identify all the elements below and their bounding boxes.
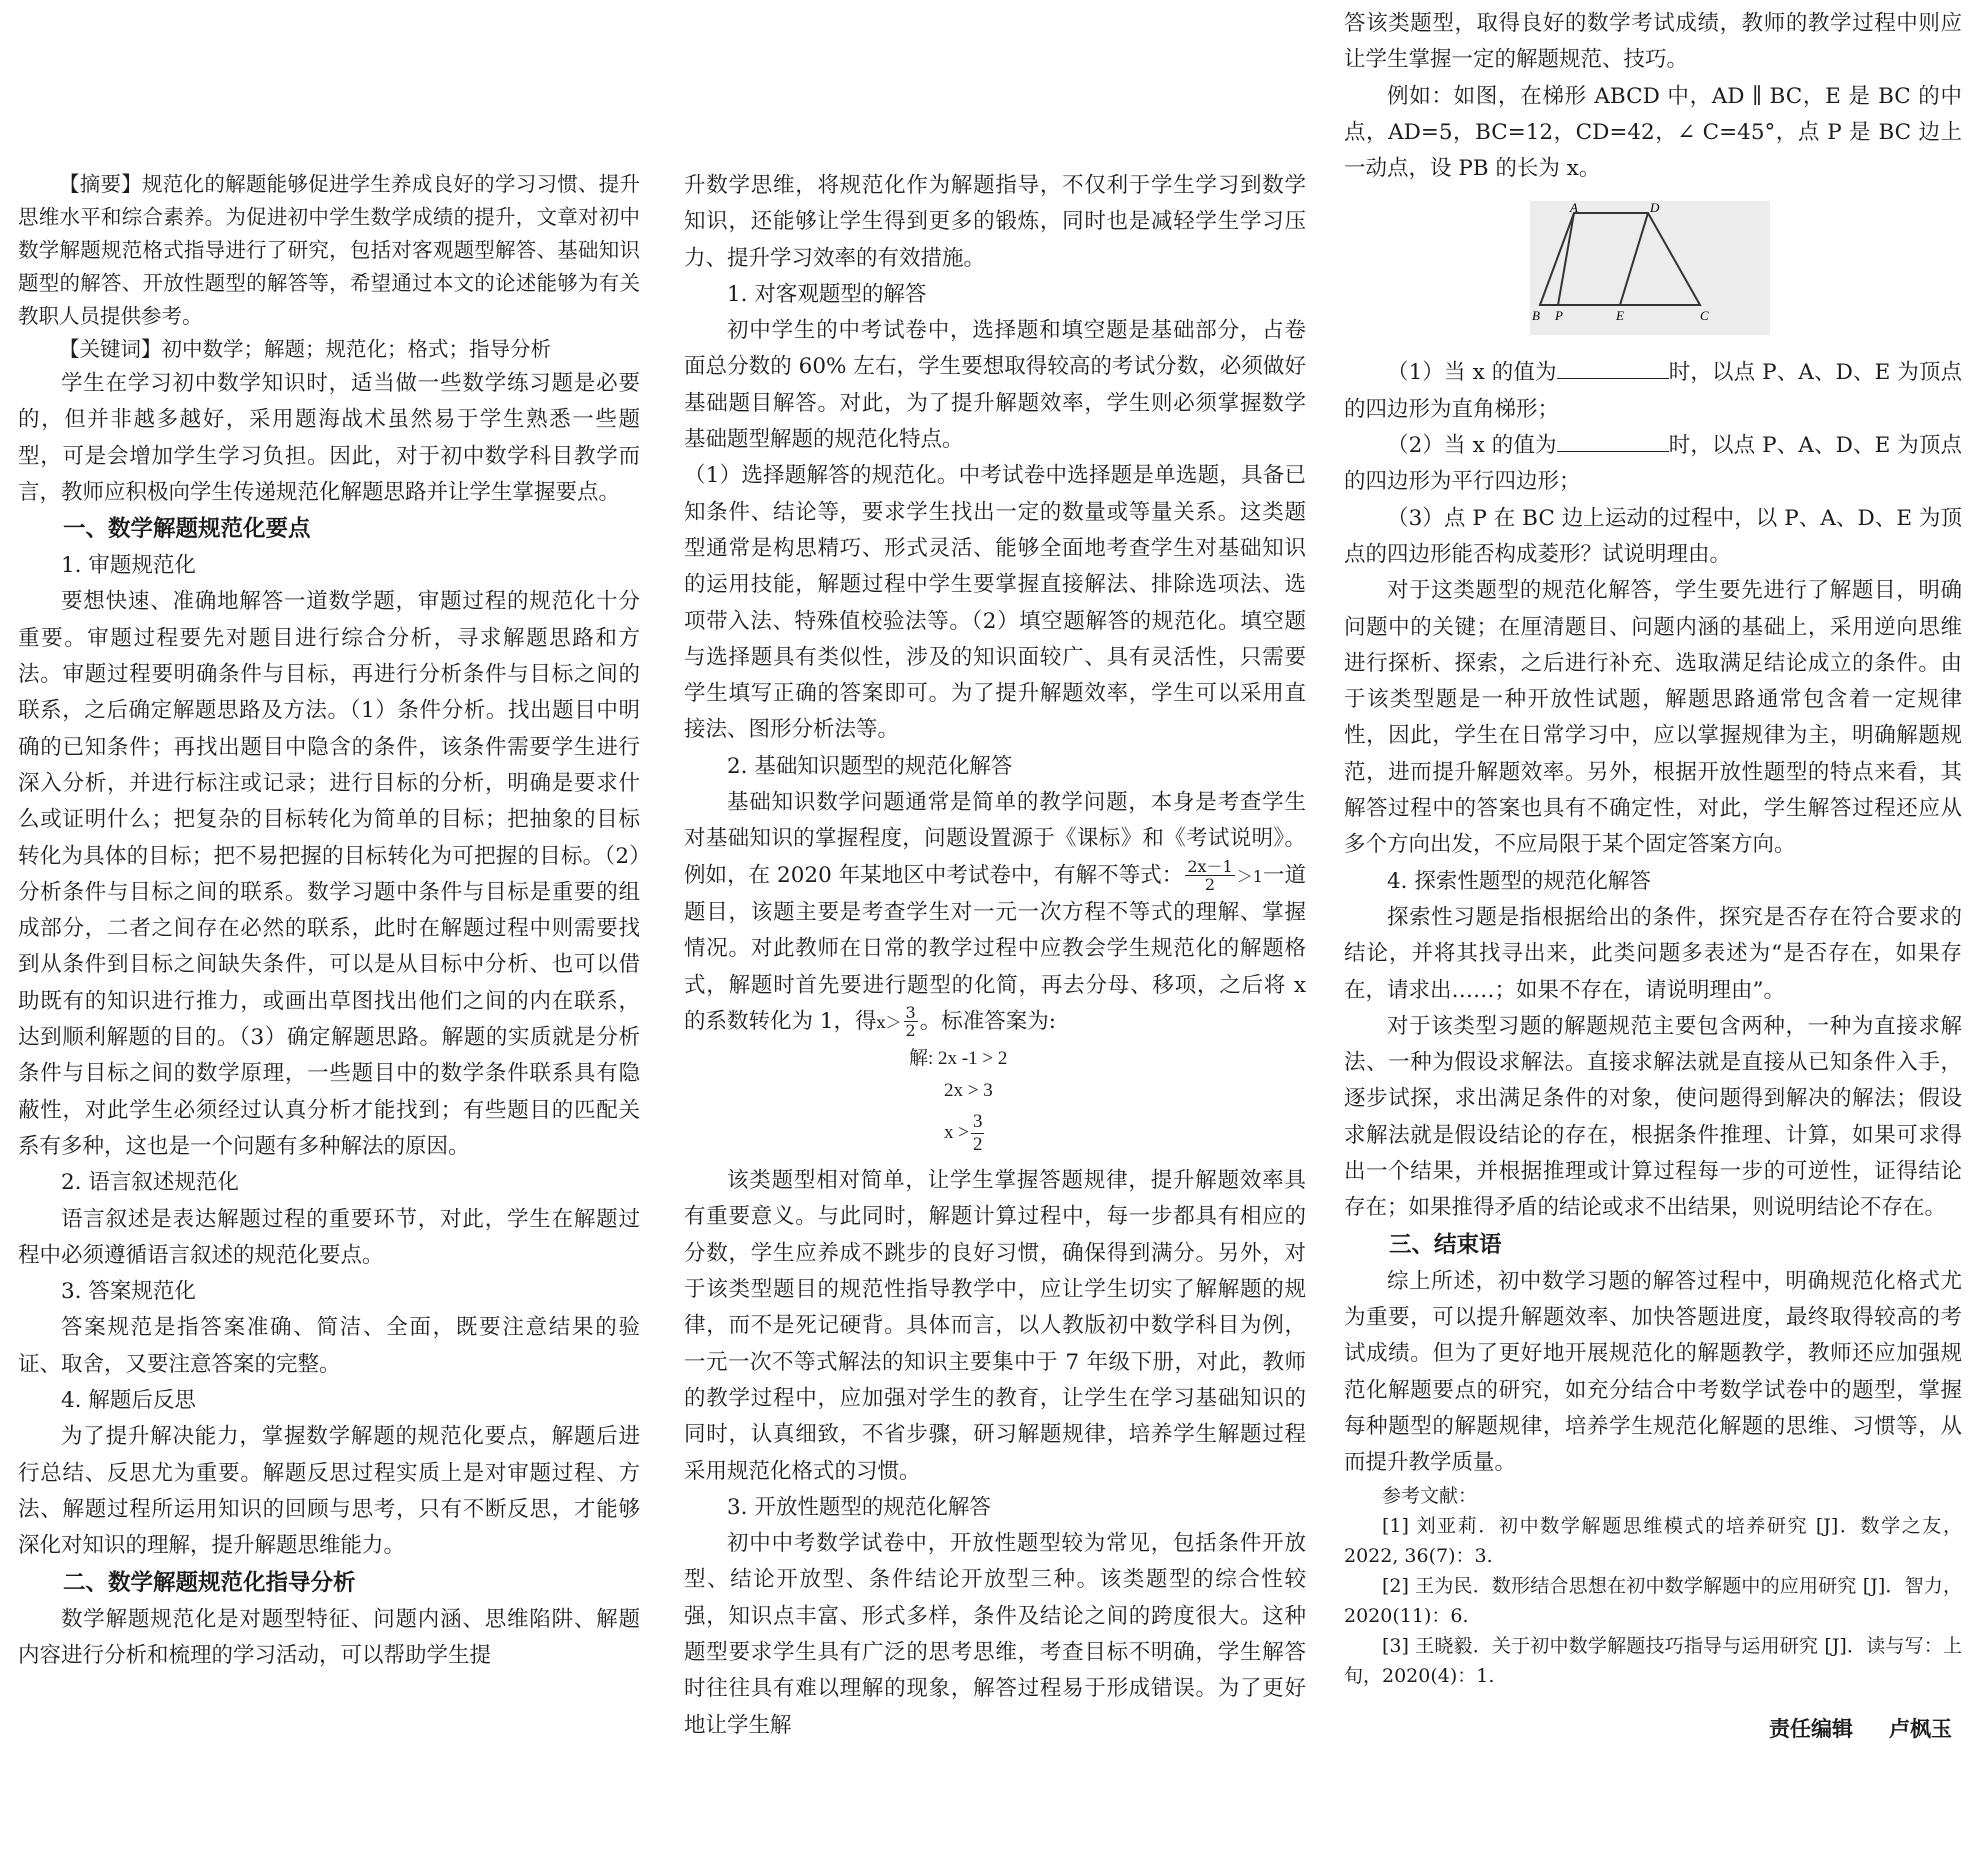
conclusion-paragraph: 综上所述，初中数学习题的解答过程中，明确规范化格式尤为重要，可以提升解题效率、加快答题进度，最终取得较高的考试成绩。但为了更好地开展规范化的解题教学，教师还应加强规范化解题要点的研究，如充分结合中考数学试卷中的题型，掌握每种题型的解题规律，培养学生规范化解题的思维、习惯等，从而提升教学质量。 (1344, 1268, 1962, 1476)
explore-paragraph-2: 对于该类型习题的解题规范主要包含两种，一种为直接求解法、一种为假设求解法。直接求解法就是直接从已知条件入手，逐步试探，求出满足条件的对象，使问题得到解决的解法；假设求解法就是假设结论的存在，根据条件推理、计算，如果可求得出一个结果，并根据推理或计算过程每一步的可逆性，证得结论存在；如果推得矛盾的结论或求不出结果，则说明结论不存在。 (1344, 1013, 1962, 1221)
subsection-explore-title: 4. 探索性题型的规范化解答 (1387, 868, 1651, 894)
answer-blank-2 (1557, 431, 1669, 452)
objective-paragraph-2: （1）选择题解答的规范化。中考试卷中选择题是单选题，具备已知条件、结论等，要求学生找出一定的数量或等量关系。这类题型通常是构思精巧、形式灵活、能够全面地考查学生对基础知识的运用技能，解题过程中学生要掌握直接解法、排除选项法、选项带入法、特殊值校验法等。（2）填空题解答的规范化。填空题与选择题具有类似性，涉及的知识面较广、具有灵活性，只需要学生填写正确的答案即可。为了提升解题效率，学生可以采用直接法、图形分析法等。 (684, 463, 1306, 743)
result-lhs: x＞ (876, 1012, 902, 1032)
continued-paragraph-3: 答该类题型，取得良好的数学考试成绩，教师的教学过程中则应让学生掌握一定的解题规范、技巧。 (1344, 11, 1962, 73)
label-b: B (1532, 308, 1540, 324)
question-1 (1344, 355, 1962, 428)
open-analysis-paragraph: 对于这类题型的规范化解答，学生要先进行了解题目，明确问题中的关键；在厘清题目、问题内涵的基础上，采用逆向思维进行探析、探索，之后进行补充、选取满足结论成立的条件。由于该类型题是一种开放性试题，解题思路通常包含着一定规律性，因此，学生在日常学习中，应以掌握规律为主，明确解题规范，进而提升解题效率。另外，根据开放性题型的特点来看，其解答过程中的答案也具有不确定性，对此，学生解答过程还应从多个方向出发，不应局限于某个固定答案方向。 (1344, 578, 1962, 858)
objective-paragraph-1: 初中学生的中考试卷中，选择题和填空题是基础部分，占卷面总分数的 60% 左右，学生要想取得较高的考试分数，必须做好基础题目解答。对此，为了提升解题效率，学生则必须掌握数学基础题型解题的规范化特点。 (684, 318, 1306, 453)
editor-label: 责任编辑 (1769, 1717, 1853, 1742)
column-3 (1344, 6, 1962, 1743)
column-2 (684, 168, 1306, 1744)
basic-text-c: 。标准答案为: (919, 1008, 1056, 1034)
reference-2: [2] 王为民．数形结合思想在初中数学解题中的应用研究 [J]．智力，2020(11)：6. (1344, 1575, 1962, 1628)
result-numerator: 3 (905, 1003, 916, 1023)
subsection-open-title: 3. 开放性题型的规范化解答 (727, 1494, 991, 1520)
question-2 (1344, 428, 1962, 501)
inequality-denominator: 2 (1204, 875, 1216, 895)
label-d: D (1650, 201, 1660, 216)
reference-3: [3] 王晓毅．关于初中数学解题技巧指导与运用研究 [J]．读与写：上旬，2020(4)：1. (1344, 1635, 1962, 1688)
answer-blank-1 (1557, 358, 1669, 379)
solution-fraction (971, 1111, 985, 1156)
trapezoid-figure (1530, 201, 1770, 335)
solution-line-1: 解: 2x -1 > 2 (909, 1048, 1008, 1070)
explore-paragraph-1: 探索性习题是指根据给出的条件，探究是否存在符合要求的结论，并将其找寻出来，此类问题多表述为“是否存在，如果存在，请求出……；如果不存在，请说明理由”。 (1344, 904, 1962, 1003)
solution-line-3-lhs: x > (944, 1122, 969, 1144)
references (1344, 1481, 1962, 1691)
inequality-relation: ＞1 (1236, 866, 1263, 886)
editor-name: 卢枫玉 (1889, 1717, 1952, 1742)
subsection-1-text: 要想快速、准确地解答一道数学题，审题过程的规范化十分重要。审题过程要先对题目进行综合分析，寻求解题思路和方法。审题过程要明确条件与目标，再进行分析条件与目标之间的联系，之后确定解题思路及方法。（1）条件分析。找出题目中明确的已知条件；再找出题目中隐含的条件，该条件需要学生进行深入分析，并进行标注或记录；进行目标的分析，明确是要求什么或证明什么；把复杂的目标转化为简单的目标；把抽象的目标转化为具体的目标；把不易把握的目标转化为可把握的目标。（2）分析条件与目标之间的联系。数学习题中条件与目标是重要的组成部分，二者之间存在必然的联系，此时在解题过程中则需要找到从条件到目标之间缺失条件，可以是从目标中分析、也可以借助既有的知识进行推力，或画出草图找出他们之间的内在联系，达到顺利解题的目的。（3）确定解题思路。解题的实质就是分析条件与目标之间的数学原理，一些题目中的数学条件联系具有隐蔽性，对此学生必须经过认真分析才能找到；有些题目的匹配关系有多种，这也是一个问题有多种解法的原因。 (18, 589, 640, 1159)
example-paragraph: 例如：如图，在梯形 ABCD 中，AD ∥ BC，E 是 BC 的中点，AD=5，BC=12，CD=42，∠ C=45°，点 P 是 BC 边上一动点，设 PB 的长为 x。 (1344, 83, 1962, 182)
solution-block (684, 1043, 1306, 1159)
label-c: C (1700, 308, 1709, 324)
label-e: E (1616, 308, 1624, 324)
references-heading: 参考文献： (1382, 1485, 1478, 1508)
question-1-part-b: 时，以点 P、A、D、E 为顶点的四边形为直角梯形； (1344, 360, 1962, 422)
continued-paragraph: 升数学思维，将规范化作为解题指导，不仅利于学生学习到数学知识，还能够让学生得到更多的锻炼，同时也是减轻学生学习压力、提升学习效率的有效措施。 (684, 173, 1306, 271)
label-p: P (1555, 308, 1563, 324)
solution-line-2: 2x > 3 (944, 1080, 993, 1102)
result-denominator: 2 (905, 1021, 916, 1041)
editor-credit (1344, 1713, 1962, 1743)
solution-numerator: 3 (972, 1110, 983, 1132)
subsection-4-title: 4. 解题后反思 (61, 1388, 196, 1414)
inequality-numerator: 2x－1 (1187, 857, 1233, 877)
abstract: 【摘要】规范化的解题能够促进学生养成良好的学习习惯、提升思维水平和综合素养。为促进初中学生数学成绩的提升，文章对初中数学解题规范格式指导进行了研究，包括对客观题型解答、基础知识题型的解答、开放性题型的解答等，希望通过本文的论述能够为有关教职人员提供参考。 (18, 172, 640, 328)
basic-text-a: 基础知识数学问题通常是简单的教学问题，本身是考查学生对基础知识的掌握程度，问题设置源于《课标》和《考试说明》。例如，在 2020 年某地区中考试卷中，有解不等式： (684, 790, 1306, 888)
section-3-heading: 三、结束语 (1389, 1231, 1502, 1258)
solution-denominator: 2 (972, 1133, 983, 1155)
label-a: A (1570, 201, 1578, 216)
section-2-text: 数学解题规范化是对题型特征、问题内涵、思维陷阱、解题内容进行分析和梳理的学习活动，可以帮助学生提 (18, 1606, 640, 1668)
result-fraction (904, 1004, 918, 1039)
section-2-heading: 二、数学解题规范化指导分析 (63, 1569, 356, 1596)
question-2-part-a: （2）当 x 的值为 (1387, 433, 1557, 459)
reference-1: [1] 刘亚莉．初中数学解题思维模式的培养研究 [J]．数学之友，2022, 36(7)：3. (1344, 1515, 1962, 1568)
subsection-2-title: 2. 语言叙述规范化 (61, 1170, 239, 1196)
open-paragraph: 初中中考数学试卷中，开放性题型较为常见，包括条件开放型、结论开放型、条件结论开放型三种。该类题型的综合性较强，知识点丰富、形式多样，条件及结论之间的跨度很大。这种题型要求学生具有广泛的思考思维，考查目标不明确，学生解答时往往具有难以理解的现象，解答过程易于形成错误。为了更好地让学生解 (684, 1531, 1306, 1738)
basic-text-b: 一道题目，该题主要是考查学生对一元一次方程不等式的理解、掌握情况。对此教师在日常的教学过程中应教会学生规范化的解题格式，解题时首先要进行题型的化简，再去分母、移项，之后将 x 的系数转化为 1，得 (684, 862, 1306, 1034)
question-3: （3）点 P 在 BC 边上运动的过程中，以 P、A、D、E 为顶点的四边形能否构成菱形？试说明理由。 (1344, 505, 1962, 567)
question-2-part-b: 时，以点 P、A、D、E 为顶点的四边形为平行四边形； (1344, 433, 1962, 495)
figure-background (1530, 201, 1770, 335)
subsection-2-text: 语言叙述是表达解题过程的重要环节，对此，学生在解题过程中必须遵循语言叙述的规范化要点。 (18, 1206, 640, 1268)
solution-line-3 (684, 1107, 1306, 1159)
subsection-objective-title: 1. 对客观题型的解答 (727, 281, 927, 307)
question-1-part-a: （1）当 x 的值为 (1387, 360, 1557, 386)
keywords: 【关键词】初中数学；解题；规范化；格式；指导分析 (59, 337, 551, 361)
subsection-3-title: 3. 答案规范化 (61, 1279, 196, 1305)
subsection-4-text: 为了提升解决能力，掌握数学解题的规范化要点，解题后进行总结、反思尤为重要。解题反思过程实质上是对审题过程、方法、解题过程所运用知识的回顾与思考，只有不断反思，才能够深化对知识的理解，提升解题思维能力。 (18, 1424, 640, 1559)
subsection-3-text: 答案规范是指答案准确、简洁、全面，既要注意结果的验证、取舍，又要注意答案的完整。 (18, 1315, 640, 1377)
section-1-heading: 一、数学解题规范化要点 (63, 516, 311, 543)
basic-paragraph (684, 785, 1306, 1041)
subsection-1-title: 1. 审题规范化 (61, 553, 196, 579)
inequality-fraction (1185, 858, 1234, 893)
intro-paragraph: 学生在学习初中数学知识时，适当做一些数学练习题是必要的，但并非越多越好，采用题海战术虽然易于学生熟悉一些题型，可是会增加学生学习负担。因此，对于初中数学科目教学而言，教师应积极向学生传递规范化解题思路并让学生掌握要点。 (18, 371, 640, 505)
subsection-basic-title: 2. 基础知识题型的规范化解答 (727, 753, 1013, 779)
basic-paragraph-2: 该类题型相对简单，让学生掌握答题规律，提升解题效率具有重要意义。与此同时，解题计算过程中，每一步都具有相应的分数，学生应养成不跳步的良好习惯，确保得到满分。另外，对于该类型题目的规范性指导教学中，应让学生切实了解解题的规律，而不是死记硬背。具体而言，以人教版初中数学科目为例，一元一次不等式解法的知识主要集中于 7 年级下册，对此，教师的教学过程中，应加强对学生的教育，让学生在学习基础知识的同时，认真细致，不省步骤，研习解题规律，培养学生解题过程采用规范化格式的习惯。 (684, 1168, 1306, 1484)
column-1 (18, 168, 640, 1674)
